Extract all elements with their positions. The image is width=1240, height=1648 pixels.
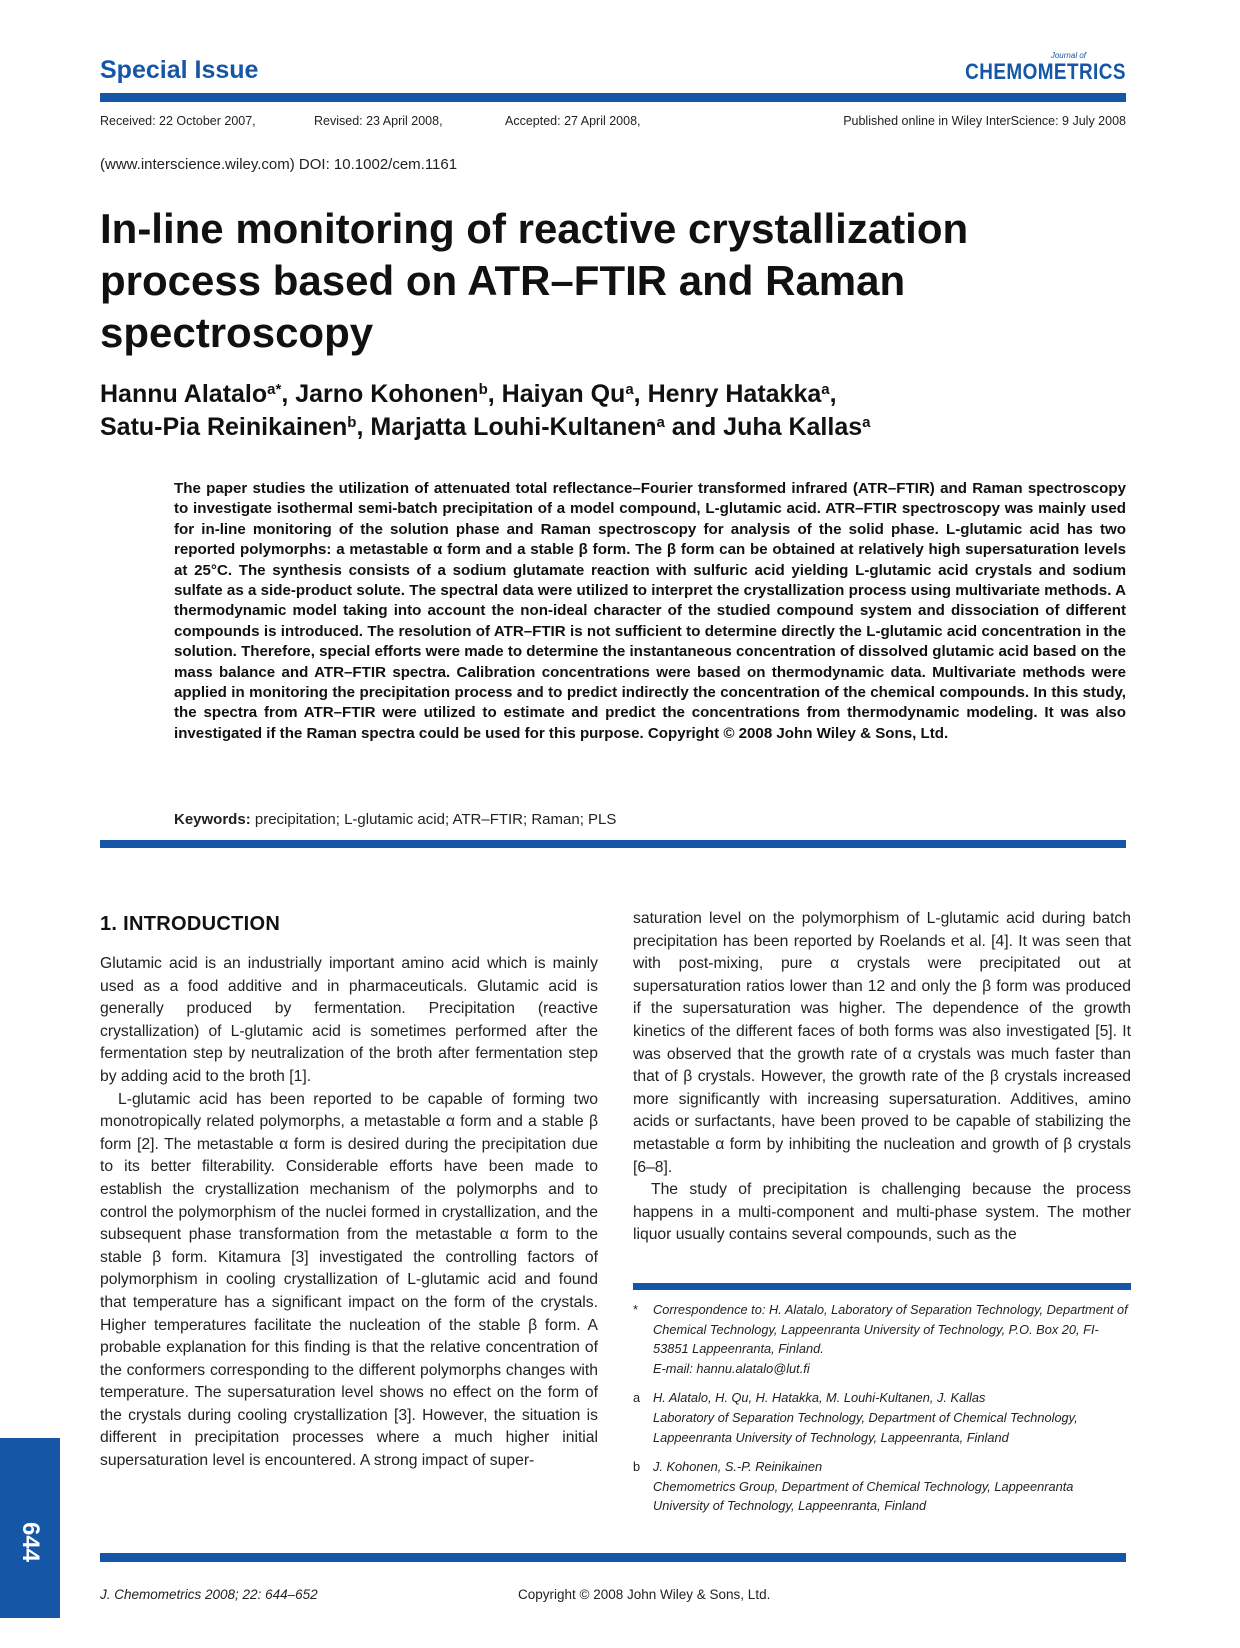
accepted-date: Accepted: 27 April 2008, <box>505 114 641 128</box>
author-name: Marjatta Louhi-Kultanen <box>370 413 657 441</box>
right-column <box>633 908 1131 1247</box>
keywords <box>174 811 616 828</box>
author-affiliation: b <box>347 414 357 431</box>
footnote-text: Laboratory of Separation Technology, Department of Chemical Technology, Lappeenranta University of Technology, Lappeenranta, Finland <box>653 1409 1078 1445</box>
footer-citation: J. Chemometrics 2008; 22: 644–652 <box>100 1587 318 1602</box>
footnote-names: H. Alatalo, H. Qu, H. Hatakka, M. Louhi-Kultanen, J. Kallas <box>653 1390 986 1406</box>
abstract-rule <box>100 840 1126 848</box>
author-separator: , <box>356 413 371 441</box>
section-heading: 1. INTRODUCTION <box>100 913 281 935</box>
article-title: In-line monitoring of reactive crystallization process based on ATR–FTIR and Raman spectroscopy <box>100 205 969 356</box>
paragraph: L-glutamic acid has been reported to be capable of forming two monotropically related polymorphs, a metastable α form and a stable β form [2]. The metastable α form is desired during the precipitation due to its better filterability. Considerable efforts have been made to establish the crystallization mechanism of the polymorphs and to control the polymorphism of the nuclei formed in crystallization, and the subsequent phase transformation from the metastable α form to the stable β form. Kitamura [3] investigated the controlling factors of polymorphism in cooling crystallization of L-glutamic acid and found that temperature has a significant impact on the form of the crystals. Higher temperatures facilitate the nucleation of the stable β form. A probable explanation for this finding is that the relative concentration of the conformers corresponding to the different polymorphs changes with temperature. The supersaturation level shows no effect on the form of the crystals during cooling crystallization [3]. However, the situation is different in precipitation processes where a much higher initial supersaturation level is encountered. A strong impact of super- <box>100 1090 598 1470</box>
footnote-mark: b <box>633 1459 641 1475</box>
footnotes <box>633 1300 1131 1526</box>
author-name: Juha Kallas <box>723 413 863 441</box>
author-separator: , <box>829 380 837 408</box>
author-list <box>100 378 1120 444</box>
published-date: Published online in Wiley InterScience: 9 July 2008 <box>843 114 1126 128</box>
author-affiliation: a <box>625 381 634 398</box>
author-affiliation: a <box>862 414 871 431</box>
footer-copyright: Copyright © 2008 John Wiley & Sons, Ltd. <box>518 1587 771 1602</box>
footnote-text: Correspondence to: H. Alatalo, Laboratory of Separation Technology, Department of Chemical Technology, Lappeenranta University of Technology, P.O. Box 20, FI-53851 Lappeenranta, Finland. <box>653 1302 1128 1357</box>
paragraph: Glutamic acid is an industrially important amino acid which is mainly used as a food additive and in pharmaceuticals. Glutamic acid is generally produced by fermentation. Precipitation (reactive crystallization) of L-glutamic acid is sometimes performed after the fermentation step by neutralization of the broth after fermentation step by adding acid to the broth [1]. <box>100 955 598 1085</box>
journal-logo-name: CHEMOMETRICS <box>965 59 1126 84</box>
footnote-email[interactable]: E-mail: hannu.alatalo@lut.fi <box>653 1360 810 1376</box>
author-name: Jarno Kohonen <box>295 380 479 408</box>
footnote-affiliation-b <box>633 1457 1131 1516</box>
footnote-affiliation-a <box>633 1388 1131 1447</box>
abstract: The paper studies the utilization of attenuated total reflectance–Fourier transformed infrared (ATR–FTIR) and Raman spectroscopy to investigate isothermal semi-batch precipitation of a model compound, L-glutamic acid. ATR–FTIR spectroscopy was mainly used for in-line monitoring of the solution phase and Raman spectroscopy for analysis of the solid phase. L-glutamic acid has two reported polymorphs: a metastable α form and a stable β form. The β form can be obtained at relatively high supersaturation levels at 25°C. The synthesis consists of a sodium glutamate reaction with sulfuric acid yielding L-glutamic acid crystals and sodium sulfate as a side-product solute. The spectral data were utilized to interpret the crystallization process using multivariate methods. A thermodynamic model taking into account the non-ideal character of the studied compound system and dissociation of different compounds is introduced. The resolution of ATR–FTIR is not sufficient to determine directly the L-glutamic acid concentration in the solution. Therefore, special efforts were made to determine the instantaneous concentration of dissolved glutamic acid based on the mass balance and ATR–FTIR spectra. Calibration concentrations were based on thermodynamic data. Multivariate methods were applied in monitoring the precipitation process and to predict indirectly the concentration of the chemical compounds. In this study, the spectra from ATR–FTIR were utilized to estimate and predict the concentrations from thermodynamic modeling. It was also investigated if the Raman spectra could be used for this purpose. Copyright © 2008 John Wiley & Sons, Ltd. <box>174 480 1126 742</box>
author-separator: , <box>487 380 502 408</box>
author-name: Henry Hatakka <box>647 380 822 408</box>
author-affiliation: a* <box>267 381 282 398</box>
keywords-text: precipitation; L-glutamic acid; ATR–FTIR; Raman; PLS <box>254 811 617 828</box>
author-name: Satu-Pia Reinikainen <box>100 413 348 441</box>
doi-line[interactable]: (www.interscience.wiley.com) DOI: 10.1002/cem.1161 <box>100 156 458 173</box>
author-name: Haiyan Qu <box>501 380 626 408</box>
author-affiliation: a <box>821 381 830 398</box>
footnote-names: J. Kohonen, S.-P. Reinikainen <box>653 1459 823 1475</box>
footnote-mark: a <box>633 1390 641 1406</box>
author-separator: and <box>664 413 724 441</box>
footnote-mark: * <box>633 1302 638 1317</box>
keywords-label: Keywords: <box>174 811 251 828</box>
received-date: Received: 22 October 2007, <box>100 114 256 128</box>
author-affiliation: b <box>478 381 488 398</box>
header-rule <box>100 93 1126 102</box>
author-affiliation: a <box>656 414 665 431</box>
author-separator: , <box>633 380 648 408</box>
author-separator: , <box>281 380 296 408</box>
footer-rule <box>100 1553 1126 1562</box>
left-column <box>100 953 598 1473</box>
journal-logo <box>939 52 1126 84</box>
footnote-correspondence <box>633 1300 1131 1378</box>
revised-date: Revised: 23 April 2008, <box>314 114 443 128</box>
section-label: Special Issue <box>100 56 259 84</box>
paragraph: The study of precipitation is challenging because the process happens in a multi-component and multi-phase system. The mother liquor usually contains several compounds, such as the <box>633 1181 1131 1244</box>
author-name: Hannu Alatalo <box>100 380 268 408</box>
footnote-rule <box>633 1283 1131 1290</box>
page-number: 644 <box>17 1521 44 1563</box>
footnote-text: Chemometrics Group, Department of Chemical Technology, Lappeenranta University of Technology, Lappeenranta, Finland <box>653 1478 1074 1514</box>
paragraph: saturation level on the polymorphism of L-glutamic acid during batch precipitation has been reported by Roelands et al. [4]. It was seen that with post-mixing, pure α crystals were precipitated out at supersaturation ratios lower than 12 and only the β form was produced if the supersaturation was higher. The dependence of the growth kinetics of the different faces of both forms was also investigated [5]. It was observed that the growth rate of α crystals was much faster than that of β crystals. However, the growth rate of the β crystals increased more significantly with increasing supersaturation. Additives, amino acids or surfactants, have been proved to be capable of stabilizing the metastable α form by inhibiting the nucleation and growth of β crystals [6–8]. <box>633 910 1131 1176</box>
journal-logo-prefix: Journal of <box>1050 51 1086 60</box>
